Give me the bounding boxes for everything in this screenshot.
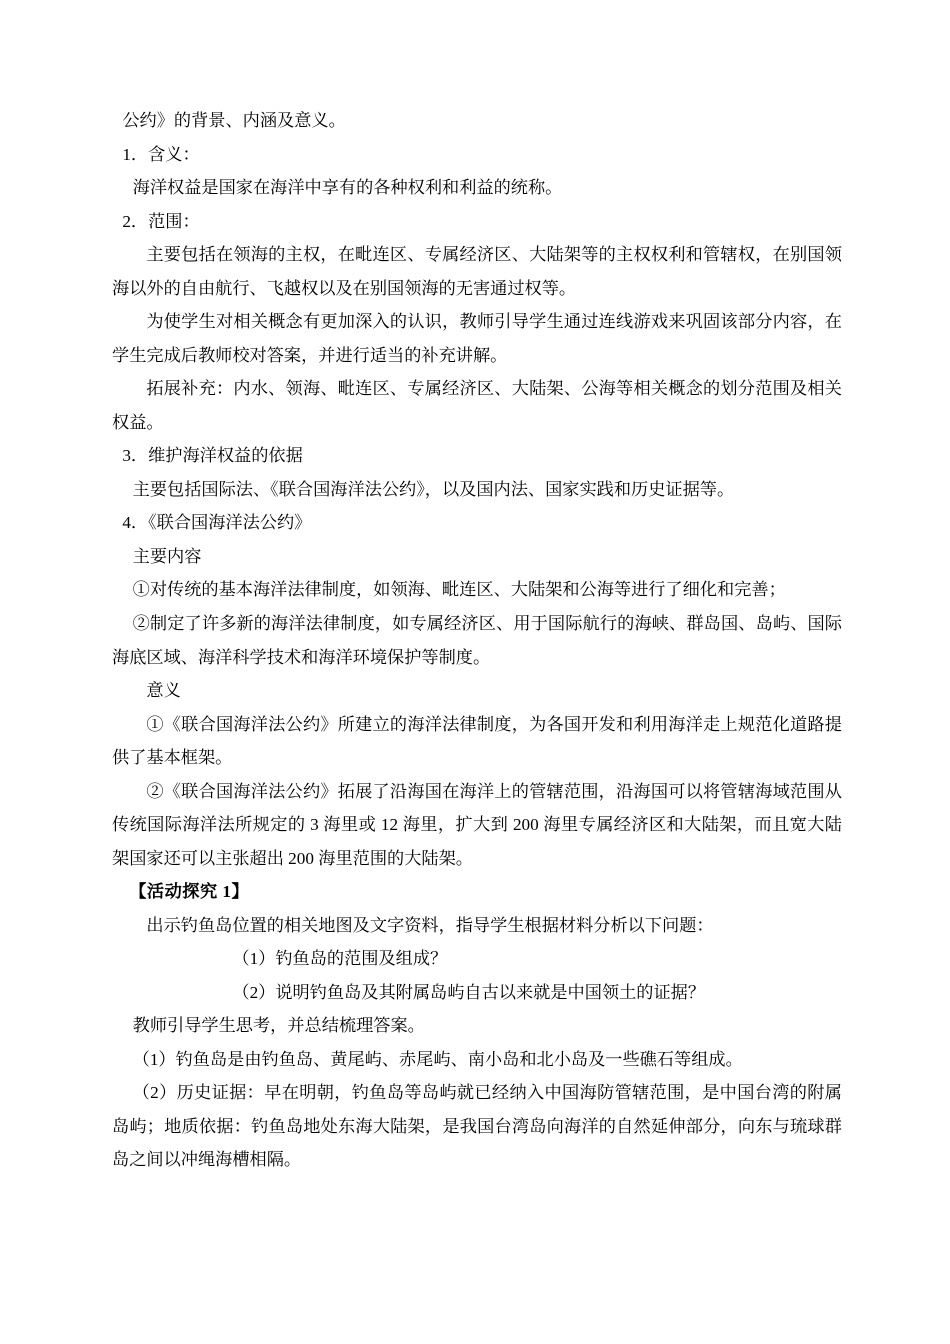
paragraph: ②制定了许多新的海洋法律制度，如专属经济区、用于国际航行的海峡、群岛国、岛屿、国际海底区域、海洋科学技术和海洋环境保护等制度。 <box>112 613 842 667</box>
activity-answer: （2）历史证据：早在明朝，钓鱼岛等岛屿就已经纳入中国海防管辖范围，是中国台湾的附属岛屿；地质依据：钓鱼岛地处东海大陆架，是我国台湾岛向海洋的自然延伸部分，向东与琉球群岛之间以冲绳海槽相隔。 <box>112 1083 842 1170</box>
paragraph-main-content-label: 主要内容 <box>132 546 202 566</box>
paragraph: 主要包括国际法、《联合国海洋法公约》，以及国内法、国家实践和历史证据等。 <box>132 479 735 499</box>
paragraph: ②《联合国海洋法公约》拓展了沿海国在海洋上的管辖范围，沿海国可以将管辖海域范围从传统国际海洋法所规定的 3 海里或 12 海里，扩大到 200 海里专属经济区和大陆架，而且宽大陆架国家还可以主张超出 200 海里范围的大陆架。 <box>112 781 842 868</box>
paragraph: 为使学生对相关概念有更加深入的认识，教师引导学生通过连线游戏来巩固该部分内容，在学生完成后教师校对答案，并进行适当的补充讲解。 <box>112 312 842 365</box>
paragraph: 拓展补充：内水、领海、毗连区、专属经济区、大陆架、公海等相关概念的划分范围及相关权益。 <box>112 379 842 432</box>
paragraph: ①《联合国海洋法公约》所建立的海洋法律制度，为各国开发和利用海洋走上规范化道路提供了基本框架。 <box>112 714 842 768</box>
paragraph: 出示钓鱼岛位置的相关地图及文字资料，指导学生根据材料分析以下问题： <box>146 915 714 935</box>
activity-answer: （1）钓鱼岛是由钓鱼岛、黄尾屿、赤尾屿、南小岛和北小岛及一些礁石等组成。 <box>132 1049 743 1069</box>
paragraph: 公约》的背景、内涵及意义。 <box>122 111 346 130</box>
paragraph-significance-label: 意义 <box>146 681 181 701</box>
paragraph-definition-heading: 1．含义： <box>122 144 200 164</box>
activity-heading: 【活动探究 1】 <box>129 882 250 902</box>
paragraph-convention-heading: 4．《联合国海洋法公约》 <box>122 513 312 533</box>
paragraph-basis-heading: 3．维护海洋权益的依据 <box>122 446 303 466</box>
paragraph: 主要包括在领海的主权，在毗连区、专属经济区、大陆架等的主权权利和管辖权，在别国领海以外的自由航行、飞越权以及在别国领海的无害通过权等。 <box>112 245 842 298</box>
paragraph: ①对传统的基本海洋法律制度，如领海、毗连区、大陆架和公海等进行了细化和完善； <box>132 580 786 600</box>
paragraph: 海洋权益是国家在海洋中享有的各种权利和利益的统称。 <box>132 178 563 198</box>
activity-question: （2）说明钓鱼岛及其附属岛屿自古以来就是中国领土的证据？ <box>232 982 706 1002</box>
paragraph: 教师引导学生思考，并总结梳理答案。 <box>132 1016 425 1036</box>
activity-question: （1）钓鱼岛的范围及组成？ <box>232 949 448 969</box>
paragraph-scope-heading: 2．范围： <box>122 211 200 231</box>
document-body <box>112 104 842 1177</box>
